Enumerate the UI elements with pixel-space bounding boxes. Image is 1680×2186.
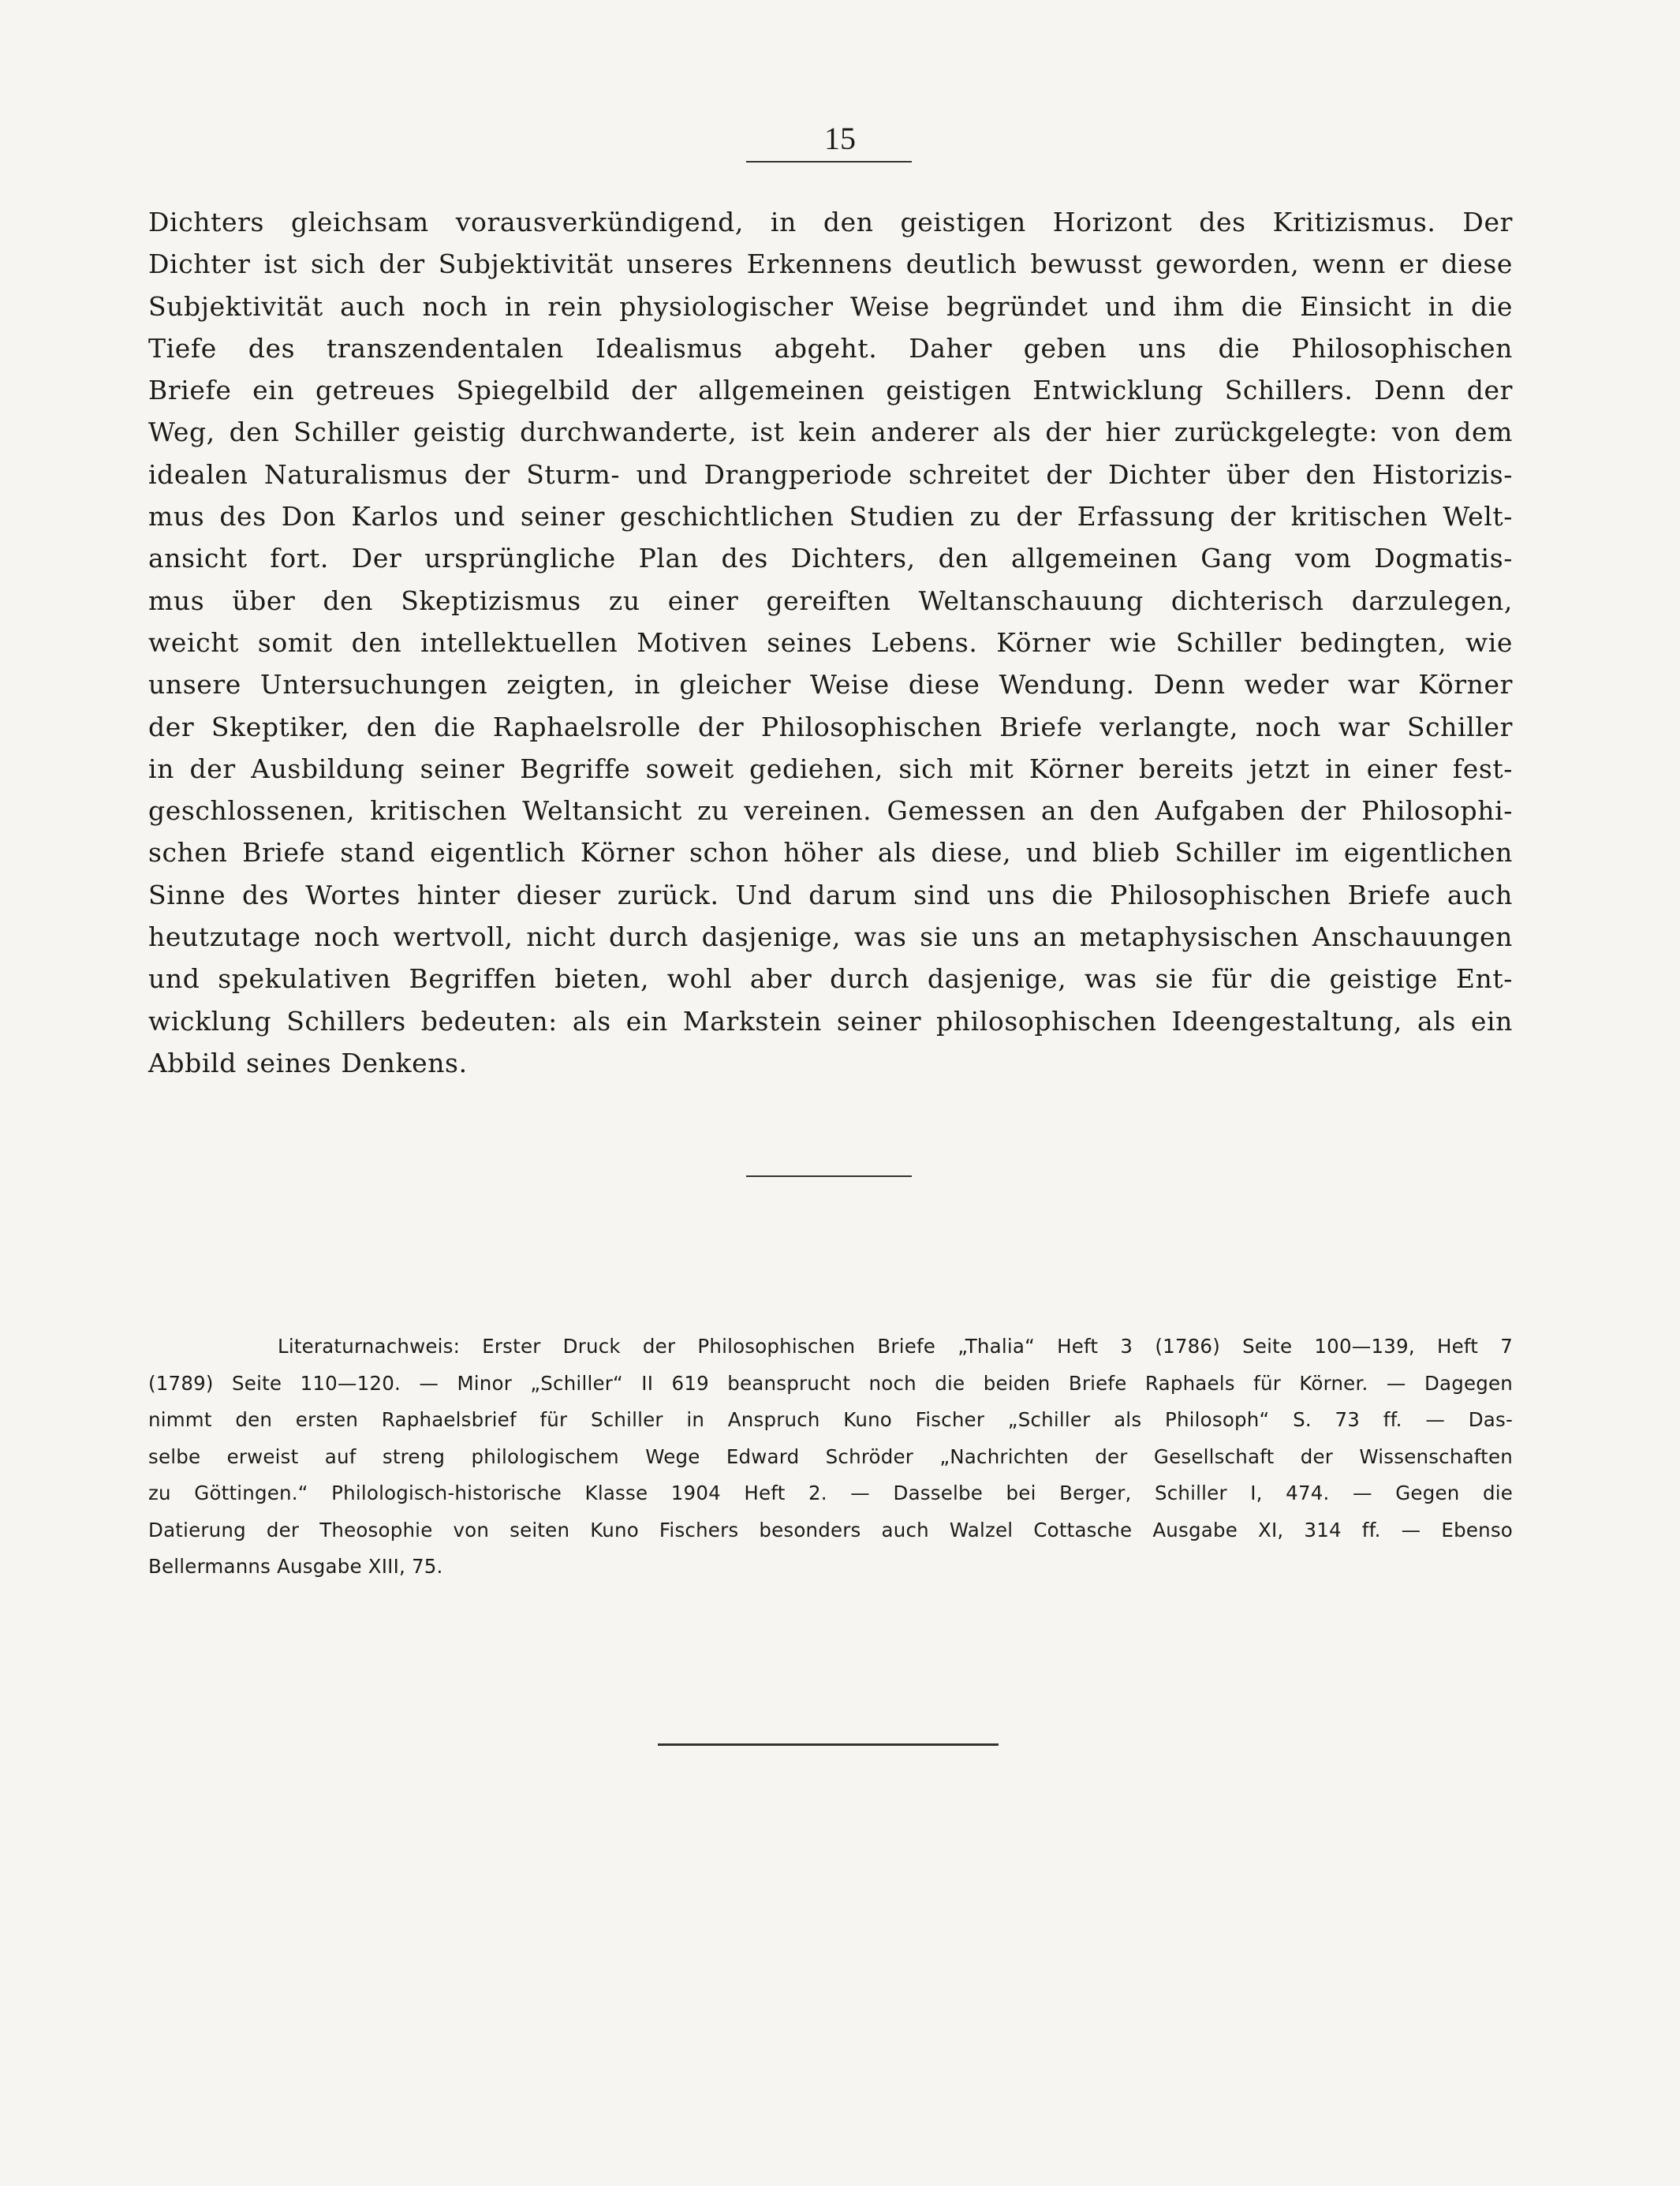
body-line: ansicht fort. Der ursprüngliche Plan des Dichters, den allgemeinen Gang vom Dogmatis- [148, 543, 1513, 574]
body-line: weicht somit den intellektuellen Motiven seines Lebens. Körner wie Schiller bedingten, wie [148, 626, 1513, 658]
body-line: der Skeptiker, den die Raphaelsrolle der Philosophischen Briefe verlangte, noch war Schiller [148, 711, 1513, 742]
body-line: und spekulativen Begriffen bieten, wohl aber durch dasjenige, was sie für die geistige Ent- [148, 963, 1513, 995]
body-line: mus über den Skeptizismus zu einer gereiften Weltanschauung dichterisch darzulegen, [148, 585, 1513, 616]
body-text [148, 201, 1513, 1084]
body-line: heutzutage noch wertvoll, nicht durch dasjenige, was sie uns an metaphysischen Anschauungen [148, 921, 1513, 953]
body-line: in der Ausbildung seiner Begriffe soweit gediehen, sich mit Körner bereits jetzt in einer fest- [148, 753, 1513, 784]
body-line: Tiefe des transzendentalen Idealismus abgeht. Daher geben uns die Philosophischen [148, 332, 1513, 364]
footnote-line: Datierung der Theosophie von seiten Kuno Fischers besonders auch Walzel Cottasche Ausgabe XI, 314 ff. — Ebenso [148, 1518, 1513, 1541]
body-line: mus des Don Karlos und seiner geschichtlichen Studien zu der Erfassung der kritischen Welt- [148, 501, 1513, 532]
body-line: Subjektivität auch noch in rein physiologischer Weise begründet und ihm die Einsicht in die [148, 290, 1513, 322]
page-number: 15 [824, 121, 856, 156]
body-line: Briefe ein getreues Spiegelbild der allgemeinen geistigen Entwicklung Schillers. Denn der [148, 375, 1513, 406]
footnote-line: zu Göttingen.“ Philologisch-historische Klasse 1904 Heft 2. — Dasselbe bei Berger, Schiller I, 474. — Gegen die [148, 1482, 1513, 1504]
body-line: Abbild seines Denkens. [148, 1047, 468, 1078]
body-line: geschlossenen, kritischen Weltansicht zu vereinen. Gemessen an den Aufgaben der Philosophi- [148, 795, 1513, 827]
footnote-line: (1789) Seite 110—120. — Minor „Schiller“ II 619 beansprucht noch die beiden Briefe Raphaels für Körner. — Dagegen [148, 1371, 1513, 1395]
footnote-line: nimmt den ersten Raphaelsbrief für Schiller in Anspruch Kuno Fischer „Schiller als Philosoph“ S. 73 ff. — Das- [148, 1408, 1513, 1431]
body-line: unsere Untersuchungen zeigten, in gleicher Weise diese Wendung. Denn weder war Körner [148, 669, 1513, 701]
body-line: Sinne des Wortes hinter dieser zurück. Und darum sind uns die Philosophischen Briefe auch [148, 879, 1513, 910]
body-line: Dichter ist sich der Subjektivität unseres Erkennens deutlich bewusst geworden, wenn er diese [148, 248, 1513, 280]
body-line: Weg, den Schiller geistig durchwanderte, ist kein anderer als der hier zurückgelegte: von dem [148, 417, 1513, 448]
literature-footnote [148, 1328, 1513, 1586]
section-divider [746, 1175, 912, 1177]
footnote-line: Literaturnachweis: Erster Druck der Philosophischen Briefe „Thalia“ Heft 3 (1786) Seite 100—139, Heft 7 [278, 1335, 1513, 1358]
body-line: Dichters gleichsam vorausverkündigend, in den geistigen Horizont des Kritizismus. Der [148, 207, 1513, 237]
body-line: idealen Naturalismus der Sturm- und Drangperiode schreitet der Dichter über den Historizis- [148, 458, 1513, 490]
footnote-line: Bellermanns Ausgabe XIII, 75. [148, 1555, 443, 1578]
header-rule [746, 161, 912, 163]
end-rule [658, 1743, 999, 1746]
body-line: wicklung Schillers bedeuten: als ein Markstein seiner philosophischen Ideengestaltung, als ein [148, 1005, 1513, 1037]
body-line: schen Briefe stand eigentlich Körner schon höher als diese, und blieb Schiller im eigentlichen [148, 837, 1513, 869]
footnote-line: selbe erweist auf streng philologischem Wege Edward Schröder „Nachrichten der Gesellschaft der Wissenschaften [148, 1444, 1513, 1468]
